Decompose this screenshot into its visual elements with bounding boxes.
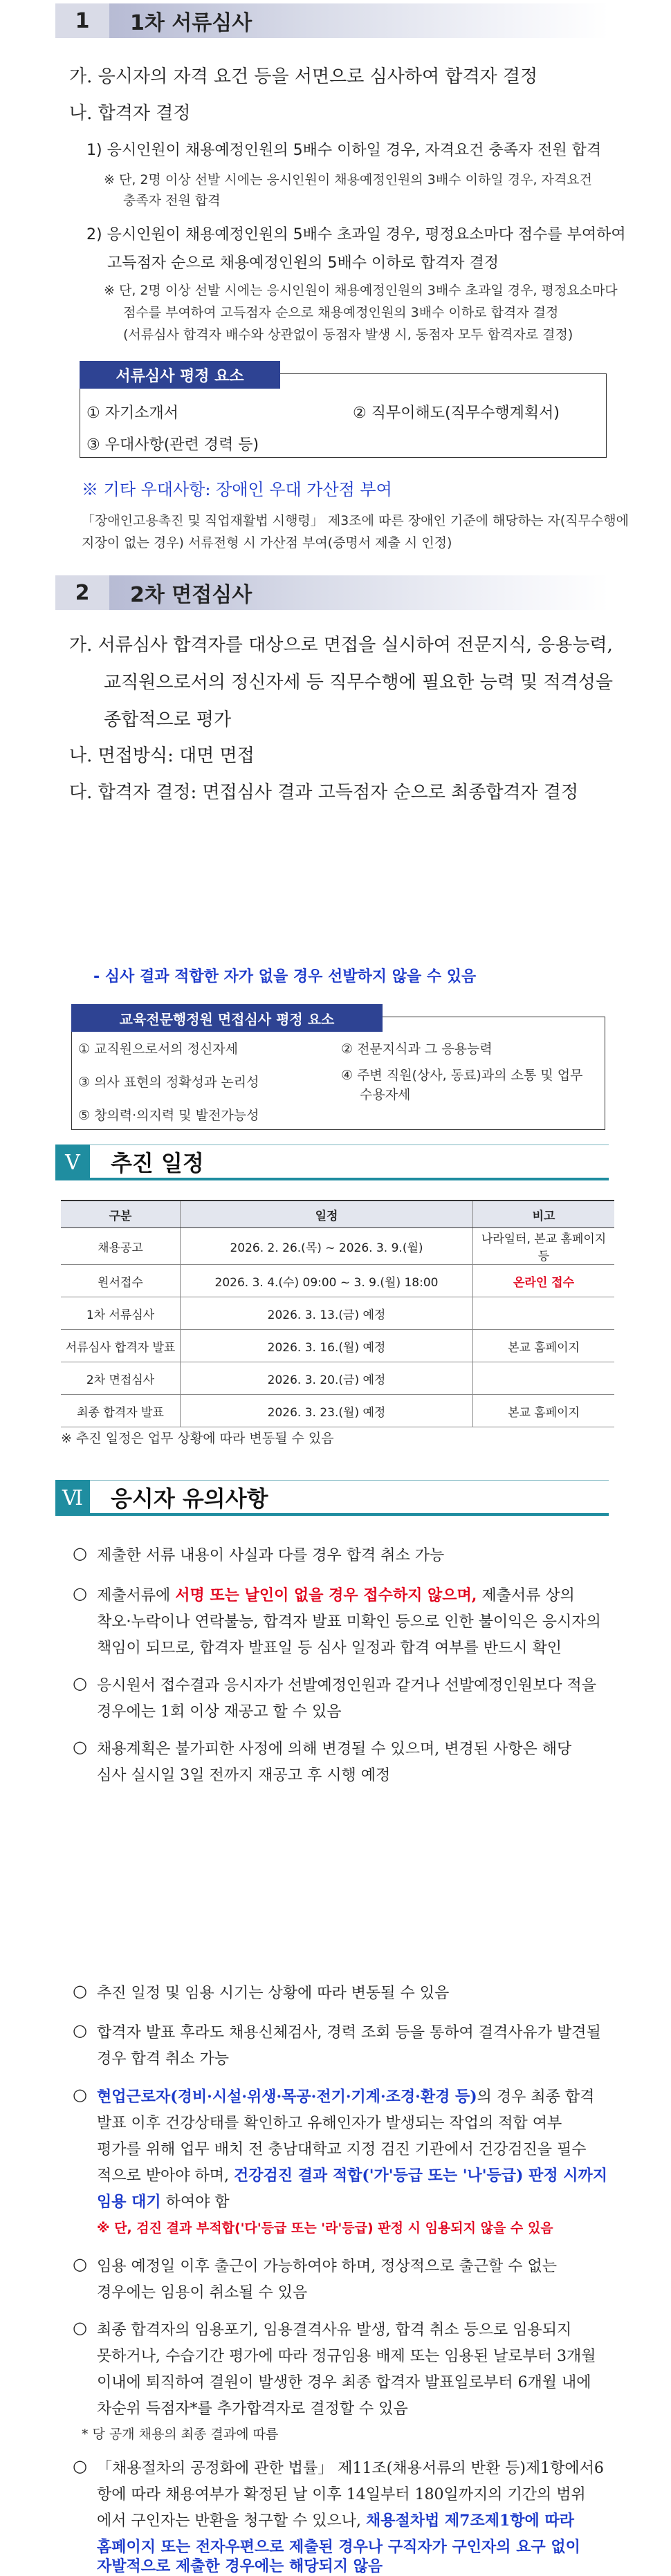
table-cell: 2026. 3. 13.(금) 예정: [181, 1297, 473, 1330]
notice-item: 「채용절차의 공정화에 관한 법률」 제11조(채용서류의 반환 등)제1항에서6: [97, 2460, 604, 2477]
highlight-text: 건강검진 결과 적합('가'등급 또는 '나'등급) 판정 시까지: [234, 2167, 608, 2185]
text: 적으로 받아야 하며,: [97, 2167, 234, 2185]
bullet-icon: ○: [73, 2254, 87, 2274]
notice-item: [97, 2085, 594, 2106]
schedule-note: ※ 추진 일정은 업무 상황에 따라 변동될 수 있음: [61, 1431, 334, 1446]
notice-item: [97, 2535, 580, 2557]
paragraph: 나. 면접방식: 대면 면접: [69, 745, 255, 766]
section-header-2: [55, 575, 609, 610]
table-row: [61, 1265, 614, 1297]
section-title: 1차 서류심사: [109, 3, 609, 38]
footnote: * 당 공개 채용의 최종 결과에 따름: [82, 2427, 279, 2442]
highlight-text: 홈페이지 또는 전자우편으로 제출된 경우나 구직자가 구인자의 요구 없이: [97, 2538, 580, 2556]
box-title: 서류심사 평정 요소: [80, 361, 280, 389]
notice-item: 못하거나, 수습기간 평가에 따라 정규임용 배제 또는 임용된 날로부터 3개월: [97, 2348, 596, 2365]
table-cell: 2차 면접심사: [61, 1362, 181, 1395]
criteria-item: ② 직무이해도(직무수행계획서): [353, 405, 560, 422]
table-cell: 2026. 3. 20.(금) 예정: [181, 1362, 473, 1395]
table-cell: 본교 홈페이지: [473, 1330, 615, 1362]
note: 점수를 부여하여 고득점자 순으로 채용예정인원의 3배수 이하로 합격자 결정: [123, 305, 559, 320]
table-cell: 서류심사 합격자 발표: [61, 1330, 181, 1362]
table-cell: 1차 서류심사: [61, 1297, 181, 1330]
notice-item: 채용계획은 불가피한 사정에 의해 변경될 수 있으며, 변경된 사항은 해당: [97, 1741, 572, 1758]
notice-item: 착오·누락이나 연락불능, 합격자 발표 미확인 등으로 인한 불이익은 응시자의: [97, 1613, 601, 1631]
highlight-text: ※ 단, 검진 결과 부적합('다'등급 또는 '라'등급) 판정 시 임용되지 않을 수 있음: [97, 2221, 553, 2236]
highlight-text: 임용 대기: [97, 2193, 161, 2211]
table-cell: 본교 홈페이지: [473, 1395, 615, 1427]
section-title: 추진 일정: [90, 1145, 609, 1180]
table-cell: 2026. 3. 4.(수) 09:00 ~ 3. 9.(월) 18:00: [181, 1265, 473, 1297]
bullet-icon: ○: [73, 1544, 87, 1563]
criteria-item: ③ 의사 표현의 정확성과 논리성: [78, 1075, 259, 1090]
schedule-table: [61, 1200, 614, 1427]
notice-item: 평가를 위해 업무 배치 전 충남대학교 지정 검진 기관에서 건강검진을 필수: [97, 2141, 587, 2158]
note: 충족자 전원 합격: [123, 193, 221, 208]
paragraph: 종합적으로 평가: [104, 710, 232, 730]
criteria-item: ③ 우대사항(관련 경력 등): [86, 436, 259, 454]
highlight-text: 자발적으로 제출한 경우에는 해당되지 않음: [97, 2557, 383, 2575]
notice-item: [97, 2164, 607, 2185]
table-cell: 채용공고: [61, 1228, 181, 1265]
note: ※ 단, 2명 이상 선발 시에는 응시인원이 채용예정인원의 3배수 초과일 경우, 평정요소마다: [104, 283, 618, 298]
bullet-icon: ○: [73, 2021, 87, 2040]
paragraph: 가. 서류심사 합격자를 대상으로 면접을 실시하여 전문지식, 응용능력,: [69, 635, 613, 656]
criteria-item: ② 전문지식과 그 응용능력: [341, 1041, 493, 1057]
table-cell: [473, 1297, 615, 1330]
bullet-icon: ○: [73, 2456, 87, 2476]
table-cell: 2026. 3. 23.(월) 예정: [181, 1395, 473, 1427]
notice-item: 경우 합격 취소 가능: [97, 2050, 229, 2068]
criteria-item: 수용자세: [360, 1087, 411, 1102]
note: ※ 단, 2명 이상 선발 시에는 응시인원이 채용예정인원의 3배수 이하일 경우, 자격요건: [104, 172, 592, 187]
highlight-text: 서명 또는 날인이 없을 경우 접수하지 않으며,: [175, 1586, 477, 1604]
notice-item: [97, 2555, 383, 2576]
notice-item: [97, 2190, 230, 2212]
table-header-row: [61, 1201, 614, 1228]
list-item: 1) 응시인원이 채용예정인원의 5배수 이하일 경우, 자격요건 충족자 전원 합격: [86, 142, 602, 159]
table-row: [61, 1228, 614, 1265]
section-number: 2: [55, 575, 109, 610]
paragraph: 교직원으로서의 정신자세 등 직무수행에 필요한 능력 및 적격성을: [104, 672, 613, 693]
notice-item: [97, 1584, 575, 1605]
highlight-text: 채용절차법 제7조제1항에 따라: [366, 2512, 574, 2530]
notice-item: 책임이 되므로, 합격자 발표일 등 심사 일정과 합격 여부를 반드시 확인: [97, 1640, 562, 1657]
column-header: 구분: [61, 1201, 181, 1228]
text: 제출서류 상의: [477, 1587, 575, 1604]
table-cell: [473, 1362, 615, 1395]
table-cell: 온라인 접수: [473, 1265, 615, 1297]
paragraph: 나. 합격자 결정: [69, 103, 191, 124]
table-cell: 2026. 2. 26.(목) ~ 2026. 3. 9.(월): [181, 1228, 473, 1265]
section-number: 1: [55, 3, 109, 38]
notice-item: 임용 예정일 이후 출근이 가능하여야 하며, 정상적으로 출근할 수 없는: [97, 2258, 557, 2275]
table-cell: 나라일터, 본교 홈페이지 등: [473, 1228, 615, 1265]
text: 에서 구인자는 반환을 청구할 수 있으나,: [97, 2512, 366, 2530]
bullet-icon: ○: [73, 2085, 87, 2104]
text: 의 경우 최종 합격: [477, 2088, 595, 2106]
notice-item: 이내에 퇴직하여 결원이 발생한 경우 최종 합격자 발표일로부터 6개월 내에: [97, 2374, 591, 2391]
notice-item: 발표 이후 건강상태를 확인하고 유해인자가 발생되는 작업의 적합 여부: [97, 2115, 562, 2132]
notice-item: 추진 일정 및 임용 시기는 상황에 따라 변동될 수 있음: [97, 1985, 450, 2002]
bullet-icon: ○: [73, 1981, 87, 2001]
notice-item: 항에 따라 채용여부가 확정된 날 이후 14일부터 180일까지의 기간의 범위: [97, 2486, 586, 2503]
column-header: 비고: [473, 1201, 615, 1228]
notice-item: 심사 실시일 3일 전까지 재공고 후 시행 예정: [97, 1767, 391, 1784]
column-header: 일정: [181, 1201, 473, 1228]
bullet-icon: ○: [73, 1674, 87, 1693]
notice-item: [97, 2509, 574, 2530]
section-header-5: [55, 1145, 609, 1180]
notice-item: 응시원서 접수결과 응시자가 선발예정인원과 같거나 선발예정인원보다 적을: [97, 1677, 597, 1694]
bonus-note: ※ 기타 우대사항: 장애인 우대 가산점 부여: [82, 480, 392, 499]
note: 지장이 없는 경우) 서류전형 시 가산점 부여(증명서 제출 시 인정): [82, 535, 452, 550]
notice-item: 합격자 발표 후라도 채용신체검사, 경력 조회 등을 통하여 결격사유가 발견될: [97, 2024, 601, 2041]
table-row: [61, 1297, 614, 1330]
section-header-1: [55, 3, 609, 38]
notice-item: 경우에는 임용이 취소될 수 있음: [97, 2284, 308, 2301]
note: 「장애인고용촉진 및 직업재활법 시행령」 제3조에 따른 장애인 기준에 해당하는 자(직무수행에: [82, 513, 629, 528]
notice-item: 최종 합격자의 임용포기, 임용결격사유 발생, 합격 취소 등으로 임용되지: [97, 2322, 572, 2339]
note: (서류심사 합격자 배수와 상관없이 동점자 발생 시, 동점자 모두 합격자로 결정): [123, 327, 573, 342]
section-number: Ⅵ: [55, 1480, 90, 1516]
notice-item: 경우에는 1회 이상 재공고 할 수 있음: [97, 1703, 342, 1721]
bullet-icon: ○: [73, 1737, 87, 1757]
table-cell: 최종 합격자 발표: [61, 1395, 181, 1427]
text: 하여야 함: [160, 2194, 230, 2211]
criteria-item: ① 자기소개서: [86, 405, 178, 422]
table-row: [61, 1330, 614, 1362]
notice-item: 제출한 서류 내용이 사실과 다를 경우 합격 취소 가능: [97, 1547, 445, 1564]
table-row: [61, 1362, 614, 1395]
criteria-item: ① 교직원으로서의 정신자세: [78, 1041, 239, 1057]
criteria-item: ⑤ 창의력·의지력 및 발전가능성: [78, 1108, 259, 1123]
bullet-icon: ○: [73, 1584, 87, 1603]
notice-item: 차순위 득점자*를 추가합격자로 결정할 수 있음: [97, 2400, 408, 2418]
table-cell: 원서접수: [61, 1265, 181, 1297]
section-title: 응시자 유의사항: [90, 1480, 609, 1516]
section-title: 2차 면접심사: [109, 575, 609, 610]
highlight-text: 현업근로자(경비·시설·위생·목공·전기·기계·조경·환경 등): [97, 2088, 477, 2106]
section-header-6: [55, 1480, 609, 1516]
list-item: 2) 응시인원이 채용예정인원의 5배수 초과일 경우, 평정요소마다 점수를 부여하여: [86, 226, 626, 243]
section-number: Ⅴ: [55, 1145, 90, 1180]
paragraph: 가. 응시자의 자격 요건 등을 서면으로 심사하여 합격자 결정: [69, 66, 538, 87]
bullet-icon: ○: [73, 2318, 87, 2337]
warning-note: [97, 2218, 553, 2236]
text: 제출서류에: [97, 1587, 176, 1604]
paragraph: 다. 합격자 결정: 면접심사 결과 고득점자 순으로 최종합격자 결정: [69, 782, 579, 803]
selection-note: - 심사 결과 적합한 자가 없을 경우 선발하지 않을 수 있음: [93, 968, 477, 985]
box-title: 교육전문행정원 면접심사 평정 요소: [71, 1004, 383, 1032]
table-row: [61, 1395, 614, 1427]
criteria-item: ④ 주변 직원(상사, 동료)과의 소통 및 업무: [341, 1068, 583, 1083]
table-cell: 2026. 3. 16.(월) 예정: [181, 1330, 473, 1362]
list-item: 고득점자 순으로 채용예정인원의 5배수 이하로 합격자 결정: [107, 254, 499, 272]
